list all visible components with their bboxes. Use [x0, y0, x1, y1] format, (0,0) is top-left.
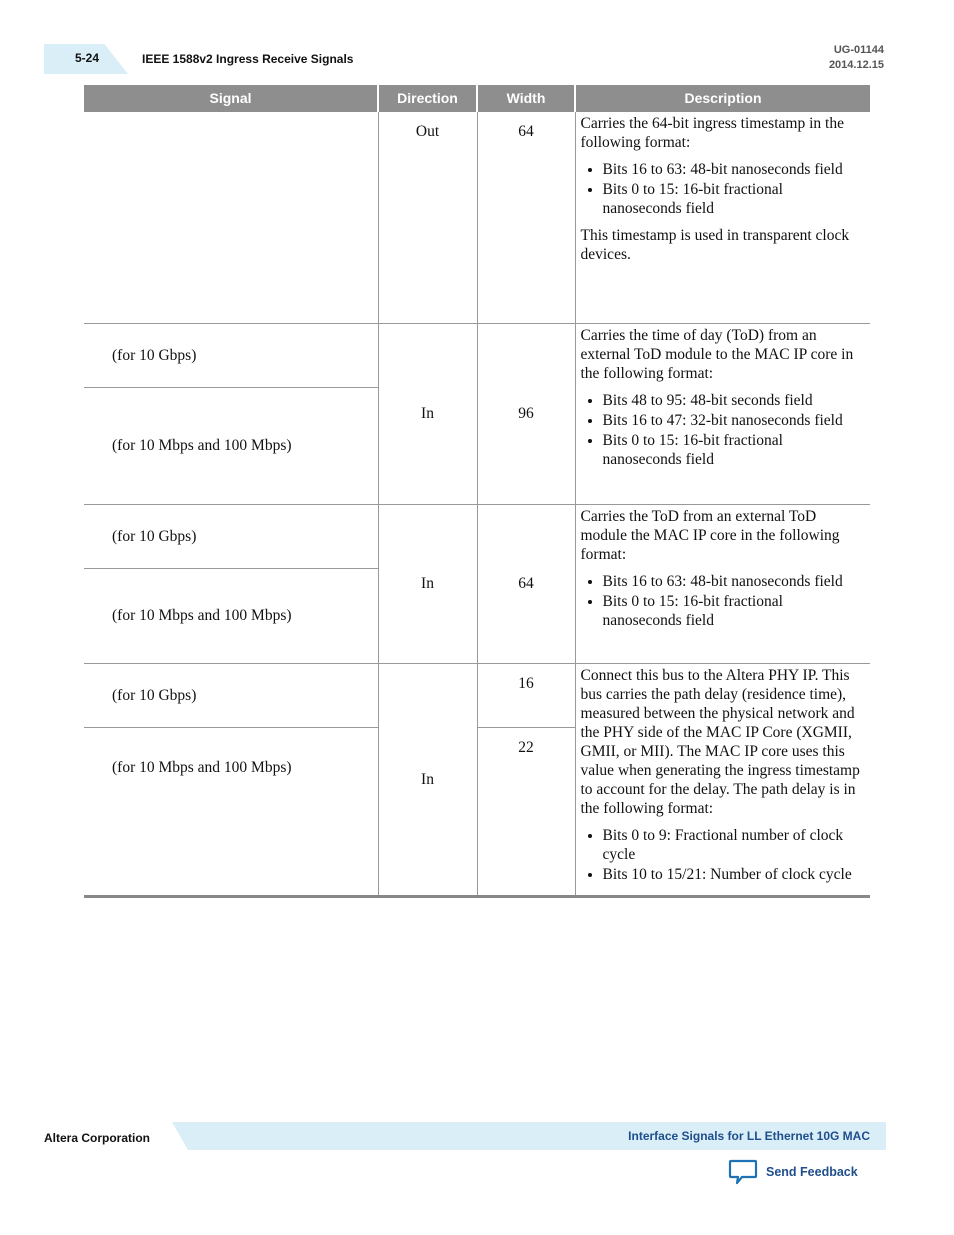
- send-feedback-button[interactable]: [728, 1159, 858, 1185]
- doc-id: UG-01144: [833, 44, 884, 56]
- bullet-list: [581, 391, 865, 469]
- description-text: Carries the time of day (ToD) from an external ToD module to the MAC IP core in the following format:: [580, 326, 854, 382]
- table-row: [84, 504, 870, 663]
- bullet-item: • Bits 0 to 9: Fractional number of clock cycle: [603, 826, 865, 864]
- company-name: Altera Corporation: [44, 1131, 151, 1145]
- signal-cell: [84, 663, 378, 896]
- direction-value: In: [421, 770, 434, 788]
- bullet-item: • Bits 48 to 95: 48-bit seconds field: [603, 391, 865, 410]
- bullet-list: [581, 160, 865, 218]
- description-note: This timestamp is used in transparent clock devices.: [580, 227, 850, 263]
- direction-cell: [378, 112, 477, 323]
- width-cell: [477, 112, 575, 323]
- signal-cell: [84, 323, 378, 504]
- bullet-list: [581, 826, 865, 884]
- signal-sub-10m-100m: [84, 569, 378, 663]
- table-row: [84, 663, 870, 896]
- width-cell: [477, 663, 575, 896]
- signal-sub-10g: [84, 505, 378, 569]
- column-header-width: Width: [477, 85, 575, 112]
- description-text: Carries the ToD from an external ToD module the MAC IP core in the following format:: [580, 507, 840, 563]
- send-feedback-label[interactable]: Send Feedback: [766, 1165, 858, 1179]
- signal-sub-10g: [84, 664, 378, 728]
- signal-sub-10g: [84, 324, 378, 388]
- speech-bubble-icon: [728, 1159, 758, 1185]
- description-cell: [575, 504, 870, 663]
- column-header-direction: Direction: [378, 85, 477, 112]
- bullet-item: • Bits 0 to 15: 16-bit fractional nanoseconds field: [603, 180, 865, 218]
- bullet-item: • Bits 10 to 15/21: Number of clock cycle: [603, 865, 865, 884]
- description-text: Carries the 64-bit ingress timestamp in the following format:: [580, 115, 844, 151]
- width-cell: [477, 323, 575, 504]
- description-text: Connect this bus to the Altera PHY IP. This bus carries the path delay (residence time), measured between the physical network and the PHY side of the MAC IP Core (XGMII, GMII, or MII). The MAC IP core uses this value when generating the ingress timestamp to account for the delay. The path delay is in the following format:: [580, 666, 860, 817]
- column-header-signal: Signal: [84, 85, 378, 112]
- direction-value: Out: [415, 123, 440, 140]
- width-value: 64: [518, 123, 534, 140]
- signal-note: (for 10 Mbps and 100 Mbps): [112, 437, 292, 454]
- width-cell: [477, 504, 575, 663]
- table-row: [84, 323, 870, 504]
- section-title: IEEE 1588v2 Ingress Receive Signals: [142, 52, 354, 66]
- signal-cell: [84, 504, 378, 663]
- doc-date: 2014.12.15: [828, 59, 884, 71]
- footer-doc-title-link[interactable]: Interface Signals for LL Ethernet 10G MAC: [628, 1129, 870, 1143]
- direction-cell: [378, 323, 477, 504]
- signal-note: (for 10 Mbps and 100 Mbps): [112, 607, 292, 624]
- description-cell: [575, 112, 870, 323]
- bullet-item: • Bits 0 to 15: 16-bit fractional nanoseconds field: [603, 592, 865, 630]
- description-cell: [575, 663, 870, 896]
- bullet-item: • Bits 0 to 15: 16-bit fractional nanoseconds field: [603, 431, 865, 469]
- bullet-item: • Bits 16 to 47: 32-bit nanoseconds field: [603, 411, 865, 430]
- bullet-item: • Bits 16 to 63: 48-bit nanoseconds field: [603, 160, 865, 179]
- page-number: 5-24: [75, 51, 100, 65]
- width-value: 64: [518, 575, 534, 592]
- signal-sub-10m-100m: [84, 388, 378, 504]
- signal-sub-10m-100m: [84, 728, 378, 808]
- width-value-10g: 16: [478, 664, 575, 728]
- bullet-item: • Bits 16 to 63: 48-bit nanoseconds field: [603, 572, 865, 591]
- direction-cell: [378, 663, 477, 896]
- signal-note: (for 10 Gbps): [112, 527, 197, 545]
- description-cell: [575, 323, 870, 504]
- column-header-description: Description: [575, 85, 870, 112]
- bullet-list: [581, 572, 865, 630]
- signal-table: [84, 85, 870, 898]
- table-row: [84, 112, 870, 323]
- width-value: 96: [518, 405, 534, 422]
- doc-id-block: [829, 43, 884, 73]
- signal-note: (for 10 Mbps and 100 Mbps): [112, 759, 292, 776]
- table-header-row: [84, 85, 870, 112]
- width-value-10m-100m: 22: [518, 738, 534, 756]
- signal-cell: [84, 112, 378, 323]
- direction-cell: [378, 504, 477, 663]
- direction-value: In: [421, 575, 434, 592]
- direction-value: In: [421, 405, 434, 422]
- signal-note: (for 10 Gbps): [112, 346, 197, 364]
- signal-note: (for 10 Gbps): [112, 686, 197, 704]
